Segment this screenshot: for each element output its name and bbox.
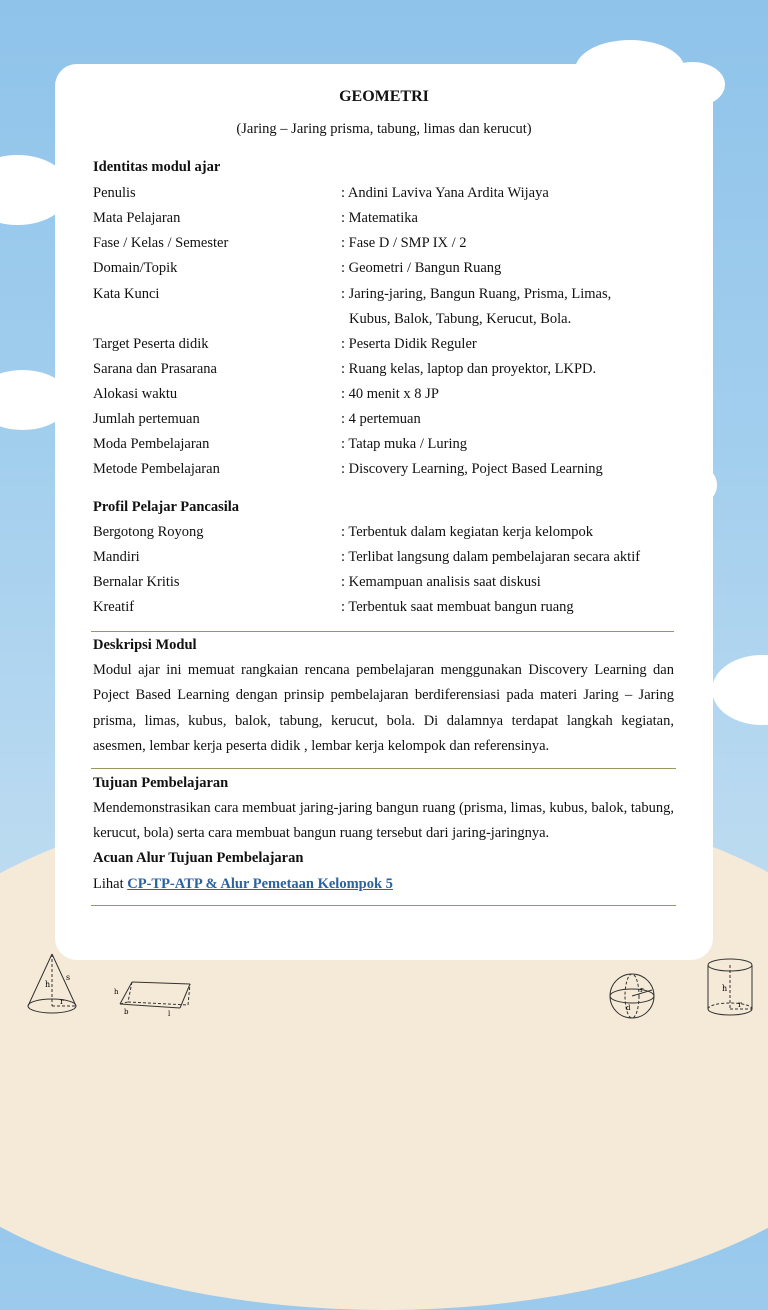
- row-value: : Terbentuk saat membuat bangun ruang: [341, 599, 574, 615]
- cone-icon: [22, 950, 82, 1020]
- row-label: Jumlah pertemuan: [93, 411, 200, 427]
- row-value: : Fase D / SMP IX / 2: [341, 235, 467, 251]
- row-value: : Ruang kelas, laptop dan proyektor, LKPD.: [341, 361, 597, 377]
- deskripsi-text: Modul ajar ini memuat rangkaian rencana pembelajaran menggunakan Discovery Learning dan Poject Based Learning dengan prinsip pembelajaran berdiferensiasi pada materi Jaring – Jaring prisma, limas, kubus, balok, tabung, kerucut, bola. Di dalamnya terdapat langkah kegiatan, asesmen, lembar kerja peserta didik , lembar kerja kelompok dan referensinya.: [93, 662, 674, 754]
- row-value: : Geometri / Bangun Ruang: [341, 260, 502, 276]
- row-value: : Jaring-jaring, Bangun Ruang, Prisma, Limas, Kubus, Balok, Tabung, Kerucut, Bola.: [341, 286, 612, 327]
- sphere-label-d: d: [626, 1004, 631, 1012]
- cone-label-h: h: [45, 980, 51, 989]
- section-divider: [91, 631, 674, 632]
- cylinder-icon: [700, 955, 760, 1021]
- row-label: Moda Pembelajaran: [93, 436, 210, 452]
- acuan-prefix: Lihat: [93, 876, 124, 892]
- document-subtitle: (Jaring – Jaring prisma, tabung, limas dan kerucut): [236, 121, 532, 137]
- sphere-label-r: r: [640, 986, 644, 994]
- row-label: Kreatif: [93, 599, 135, 615]
- deskripsi-heading: Deskripsi Modul: [93, 637, 197, 653]
- row-value: : 40 menit x 8 JP: [341, 386, 439, 402]
- row-label: Alokasi waktu: [93, 386, 178, 402]
- row-label: Penulis: [93, 185, 136, 201]
- cylinder-label-r: r: [738, 1000, 742, 1009]
- row-label: Target Peserta didik: [93, 336, 209, 352]
- profil-heading: Profil Pelajar Pancasila: [93, 499, 240, 515]
- sphere-icon: [604, 968, 660, 1024]
- section-divider: [91, 905, 676, 906]
- row-value: : 4 pertemuan: [341, 411, 421, 427]
- identitas-heading: Identitas modul ajar: [93, 159, 221, 175]
- tujuan-heading: Tujuan Pembelajaran: [93, 775, 229, 791]
- triangular-prism-icon: [110, 972, 195, 1017]
- row-value: : Tatap muka / Luring: [341, 436, 467, 452]
- prism-label-h: h: [114, 988, 119, 996]
- section-divider: [91, 768, 676, 769]
- row-value: : Kemampuan analisis saat diskusi: [341, 574, 541, 590]
- row-value: : Peserta Didik Reguler: [341, 336, 477, 352]
- tujuan-text: Mendemonstrasikan cara membuat jaring-jaring bangun ruang (prisma, limas, kubus, balok, tabung, kerucut, bola) serta cara membuat bangun ruang tersebut dari jaring-jaringnya.: [93, 800, 674, 842]
- row-label: Bernalar Kritis: [93, 574, 180, 590]
- row-label: Kata Kunci: [93, 286, 160, 302]
- prism-label-l: l: [168, 1010, 171, 1017]
- row-label: Sarana dan Prasarana: [93, 361, 217, 377]
- row-value: : Matematika: [341, 210, 418, 226]
- row-label: Mata Pelajaran: [93, 210, 181, 226]
- row-label: Metode Pembelajaran: [93, 461, 220, 477]
- cone-label-r: r: [60, 997, 64, 1006]
- row-label: Fase / Kelas / Semester: [93, 235, 229, 251]
- row-value: : Terlibat langsung dalam pembelajaran secara aktif: [341, 549, 641, 565]
- cone-label-s: s: [66, 973, 71, 982]
- cp-tp-atp-link[interactable]: CP-TP-ATP & Alur Pemetaan Kelompok 5: [127, 876, 393, 892]
- row-label: Bergotong Royong: [93, 524, 204, 540]
- row-value: : Discovery Learning, Poject Based Learning: [341, 461, 603, 477]
- prism-label-b: b: [124, 1008, 129, 1016]
- document-title: GEOMETRI: [339, 88, 429, 105]
- cloud-decoration: [712, 655, 768, 725]
- row-value: : Andini Laviva Yana Ardita Wijaya: [341, 185, 549, 201]
- cylinder-label-h: h: [722, 984, 728, 993]
- row-label: Domain/Topik: [93, 260, 178, 276]
- acuan-heading: Acuan Alur Tujuan Pembelajaran: [93, 850, 304, 866]
- row-label: Mandiri: [93, 549, 140, 565]
- row-value: : Terbentuk dalam kegiatan kerja kelompok: [341, 524, 593, 540]
- acuan-line: [93, 876, 393, 893]
